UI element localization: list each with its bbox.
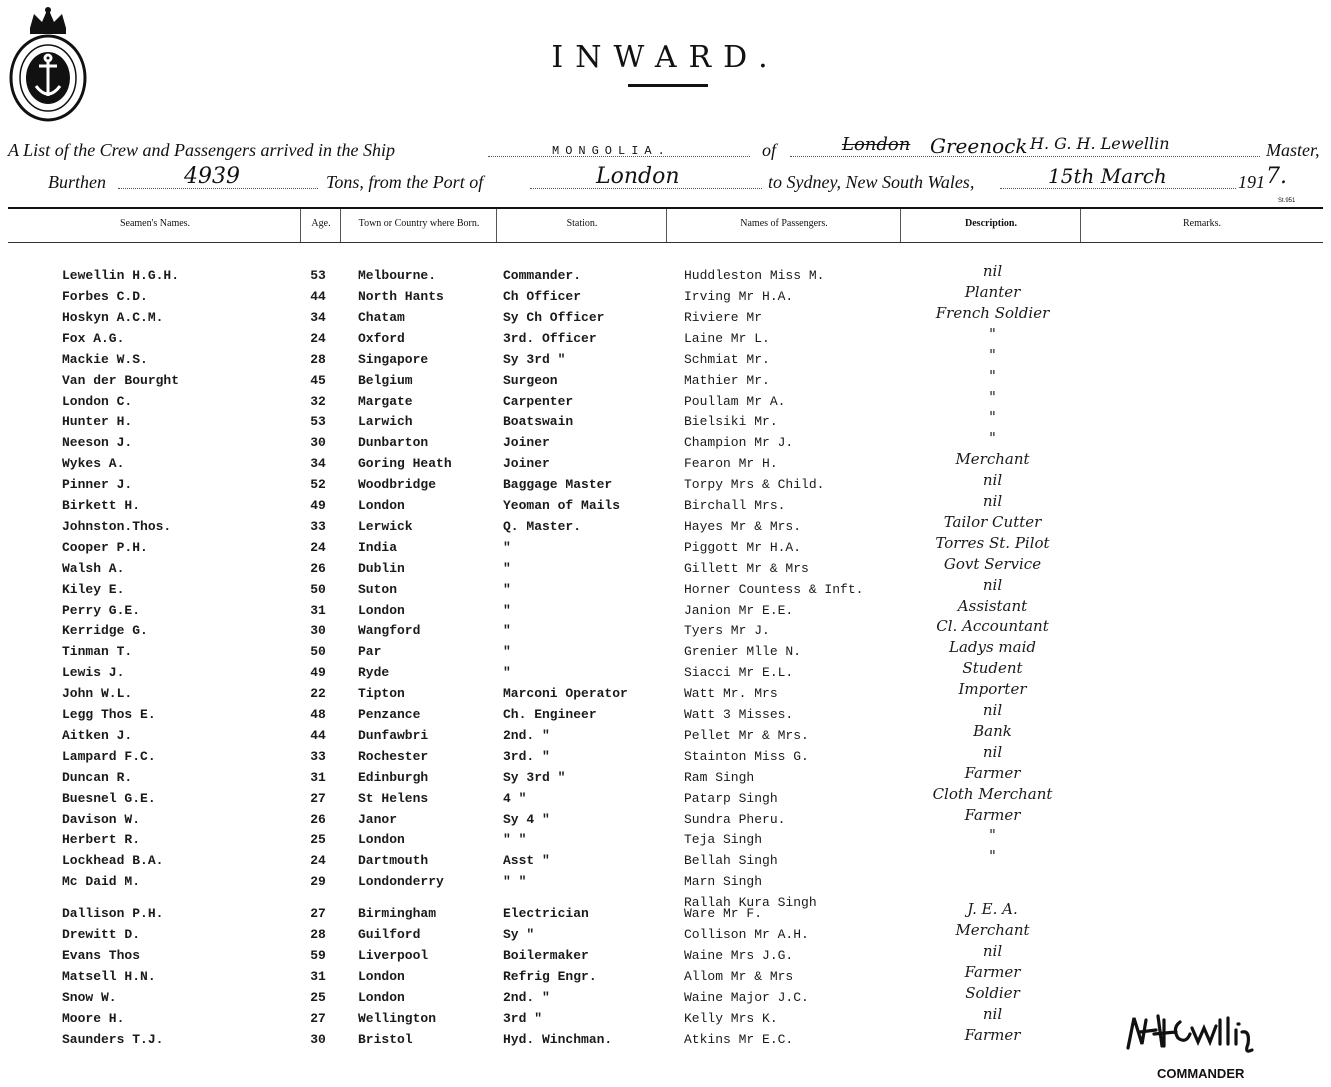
passenger-name: Riviere Mr (684, 309, 763, 325)
table-row (0, 596, 1331, 623)
seaman-station: Joiner (503, 456, 550, 472)
seaman-station: Ch Officer (503, 289, 582, 304)
seaman-birthplace: Woodbridge (358, 477, 437, 493)
passenger-description: Govt Service (943, 554, 1042, 573)
ship-name: MONGOLIA. (552, 144, 671, 158)
seaman-birthplace: Tipton (358, 686, 405, 702)
passenger-name: Irving Mr H.A. (684, 289, 794, 304)
seaman-name: Herbert R. (62, 832, 141, 848)
to-sydney-text: to Sydney, New South Wales, (768, 172, 975, 192)
seaman-age: 28 (310, 351, 326, 367)
from-port-value: London (596, 164, 680, 189)
seaman-birthplace: Edinburgh (358, 769, 429, 785)
passenger-description: nil (982, 1004, 1003, 1023)
seaman-birthplace: Belgium (358, 372, 413, 388)
header-of-text: of (762, 140, 777, 160)
seaman-birthplace: Wellington (358, 1010, 437, 1026)
passenger-name: Gillett Mr & Mrs (684, 560, 809, 576)
passenger-description: Farmer (964, 1025, 1021, 1044)
passenger-name: Waine Major J.C. (684, 989, 809, 1005)
passenger-name: Ram Singh (684, 769, 755, 785)
seaman-station: Baggage Master (503, 477, 613, 493)
seaman-name: London C. (62, 393, 133, 409)
seaman-name: Pinner J. (62, 477, 133, 493)
seaman-birthplace: Lerwick (358, 518, 413, 534)
seaman-age: 25 (310, 989, 326, 1005)
seaman-birthplace: London (358, 498, 405, 513)
seaman-age: 24 (310, 330, 326, 346)
seaman-station: " " (503, 832, 527, 848)
passenger-name: Janion Mr E.E. (684, 602, 794, 618)
passenger-name: Bielsiki Mr. (684, 414, 778, 430)
seaman-age: 26 (310, 811, 326, 827)
seaman-age: 53 (310, 268, 326, 283)
seaman-age: 50 (310, 644, 326, 660)
seaman-birthplace: Par (358, 644, 382, 660)
seaman-station: Hyd. Winchman. (503, 1031, 613, 1047)
seaman-birthplace: Melbourne. (358, 268, 437, 283)
seaman-age: 29 (310, 874, 326, 890)
passenger-name: Champion Mr J. (684, 435, 794, 451)
seaman-station: Ch. Engineer (503, 707, 597, 722)
col-remarks: Remarks. (1182, 218, 1222, 229)
seaman-birthplace: London (358, 989, 405, 1005)
table-row (0, 429, 1331, 455)
table-row (0, 742, 1331, 769)
seaman-birthplace: Ryde (358, 665, 390, 681)
table-row (0, 659, 1331, 685)
seaman-age: 34 (310, 309, 326, 325)
seaman-birthplace: London (358, 968, 405, 984)
seaman-name: Lockhead B.A. (62, 853, 164, 869)
seaman-birthplace: Chatam (358, 309, 405, 325)
seaman-name: Duncan R. (62, 769, 133, 785)
seaman-age: 24 (310, 539, 326, 555)
seaman-birthplace: North Hants (358, 289, 444, 304)
passenger-name: Atkins Mr E.C. (684, 1031, 794, 1047)
seaman-age: 44 (310, 727, 326, 743)
passenger-name: Torpy Mrs & Child. (684, 477, 825, 493)
passenger-description: Torres St. Pilot (935, 533, 1050, 552)
passenger-description: Importer (958, 680, 1027, 699)
passenger-name: Ware Mr F. (684, 906, 763, 922)
table-row (0, 366, 1331, 393)
seaman-name: Neeson J. (62, 435, 133, 451)
table-row (0, 554, 1331, 581)
seaman-name: Fox A.G. (62, 330, 125, 346)
seaman-name: Moore H. (62, 1010, 125, 1026)
title-underline (628, 84, 708, 87)
passenger-description: " (989, 366, 996, 385)
seaman-birthplace: Wangford (358, 623, 421, 639)
seaman-age: 26 (310, 560, 326, 576)
seaman-station: " (503, 665, 511, 681)
seaman-name: Walsh A. (62, 560, 125, 576)
seaman-age: 49 (310, 665, 326, 681)
passenger-name: Pellet Mr & Mrs. (684, 727, 809, 743)
passenger-name: Poullam Mr A. (684, 393, 786, 409)
table-row (0, 701, 1331, 727)
passenger-description: Soldier (965, 983, 1020, 1002)
table-row (0, 638, 1331, 664)
passenger-description: nil (982, 742, 1003, 761)
commander-signature (1120, 1008, 1260, 1058)
seaman-station: 2nd. " (503, 989, 550, 1005)
column-divider (1080, 209, 1081, 242)
seaman-station: Boatswain (503, 414, 574, 430)
seaman-station: " (503, 623, 511, 639)
seaman-name: Hunter H. (62, 414, 133, 430)
seaman-station: Asst " (503, 853, 550, 869)
seaman-birthplace: Dublin (358, 560, 405, 576)
passenger-name: Allom Mr & Mrs (684, 968, 794, 984)
year-prefix: 191 (1238, 172, 1265, 192)
burthen-label: Burthen (48, 172, 106, 192)
passenger-name: Huddleston Miss M. (684, 268, 825, 283)
seaman-station: Joiner (503, 435, 550, 451)
seaman-age: 27 (310, 906, 326, 922)
seaman-birthplace: Dunbarton (358, 435, 429, 451)
passenger-description: " (989, 847, 996, 866)
table-row (0, 874, 1331, 894)
seaman-birthplace: Liverpool (358, 947, 429, 963)
seaman-name: Aitken J. (62, 727, 133, 743)
passenger-description: nil (982, 575, 1003, 594)
seaman-name: Dallison P.H. (62, 906, 164, 922)
table-row (0, 962, 1331, 989)
seaman-age: 49 (310, 498, 326, 513)
seaman-station: Commander. (503, 268, 582, 283)
seaman-age: 30 (310, 435, 326, 451)
seaman-station: " (503, 602, 511, 618)
seaman-age: 45 (310, 372, 326, 388)
table-row (0, 387, 1331, 414)
seaman-age: 31 (310, 769, 326, 785)
seaman-station: 3rd. Officer (503, 330, 597, 346)
passenger-description: J. E. A. (967, 900, 1018, 919)
seaman-birthplace: St Helens (358, 790, 429, 806)
passenger-name: Schmiat Mr. (684, 351, 770, 367)
table-row (0, 983, 1331, 1010)
passenger-name: Siacci Mr E.L. (684, 665, 794, 681)
table-row (0, 826, 1331, 852)
table-row (0, 941, 1331, 968)
commander-label: COMMANDER (1157, 1066, 1245, 1081)
seaman-name: Snow W. (62, 989, 117, 1005)
seaman-birthplace: London (358, 602, 405, 618)
seaman-station: 3rd. " (503, 748, 550, 764)
seaman-station: " (503, 644, 511, 660)
passenger-description: nil (982, 941, 1003, 960)
passenger-description: Farmer (964, 763, 1021, 782)
col-town-born: Town or Country where Born. (358, 218, 480, 229)
seaman-station: Electrician (503, 906, 589, 922)
column-divider (340, 209, 341, 242)
seaman-station: Sy Ch Officer (503, 309, 605, 325)
passenger-description: Cloth Merchant (932, 784, 1053, 803)
passenger-description: Merchant (955, 921, 1030, 939)
seaman-birthplace: Oxford (358, 330, 405, 346)
passenger-description: nil (982, 701, 1003, 719)
passenger-name: Patarp Singh (684, 790, 778, 806)
seaman-name: Kiley E. (62, 581, 125, 597)
table-row (0, 617, 1331, 643)
passenger-description: nil (982, 492, 1003, 510)
passenger-description: " (989, 324, 996, 343)
seaman-age: 32 (310, 393, 326, 409)
seaman-name: Drewitt D. (62, 927, 141, 942)
seaman-name: Buesnel G.E. (62, 790, 156, 806)
passenger-description: Student (962, 659, 1023, 678)
seaman-birthplace: Dunfawbri (358, 727, 429, 743)
seaman-station: Carpenter (503, 393, 574, 409)
passenger-name: Mathier Mr. (684, 372, 770, 388)
seaman-name: Legg Thos E. (62, 707, 156, 722)
column-divider (900, 209, 901, 242)
seaman-station: 3rd " (503, 1010, 543, 1026)
passenger-name: Watt Mr. Mrs (684, 686, 778, 702)
passenger-name: Birchall Mrs. (684, 498, 786, 513)
seaman-name: Wykes A. (62, 456, 125, 472)
seaman-birthplace: Margate (358, 393, 413, 409)
table-row (0, 471, 1331, 497)
table-row (0, 533, 1331, 560)
passenger-name: Rallah Kura Singh (684, 895, 817, 911)
tonnage-value: 4939 (184, 164, 240, 189)
seaman-name: Hoskyn A.C.M. (62, 309, 164, 325)
seaman-age: 31 (310, 968, 326, 984)
seaman-name: Tinman T. (62, 644, 133, 660)
table-row (0, 324, 1331, 351)
column-divider (496, 209, 497, 242)
form-number: St.951 (1278, 198, 1296, 204)
passenger-name: Waine Mrs J.G. (684, 947, 794, 963)
seaman-station: " (503, 539, 511, 555)
table-row (0, 492, 1331, 518)
seaman-age: 25 (310, 832, 326, 848)
seaman-name: Mc Daid M. (62, 874, 141, 890)
seaman-birthplace: Londonderry (358, 874, 444, 890)
seaman-station: Marconi Operator (503, 686, 628, 702)
seaman-name: Davison W. (62, 811, 141, 827)
passenger-description: Farmer (964, 805, 1021, 824)
passenger-name: Watt 3 Misses. (684, 707, 794, 722)
seaman-name: Matsell H.N. (62, 968, 156, 984)
seaman-age: 31 (310, 602, 326, 618)
seaman-birthplace: London (358, 832, 405, 848)
passenger-name: Kelly Mrs K. (684, 1010, 778, 1026)
arrival-date: 15th March (1048, 164, 1167, 188)
table-row (0, 283, 1331, 309)
passenger-name: Collison Mr A.H. (684, 927, 809, 942)
seaman-name: Saunders T.J. (62, 1031, 164, 1047)
passenger-description: Bank (973, 721, 1012, 740)
seaman-age: 27 (310, 1010, 326, 1026)
seaman-age: 48 (310, 707, 326, 722)
seaman-name: Lewis J. (62, 665, 125, 681)
passenger-name: Grenier Mlle N. (684, 644, 802, 660)
passenger-description: " (989, 408, 996, 427)
seaman-age: 22 (310, 686, 326, 702)
seaman-birthplace: Bristol (358, 1031, 413, 1047)
header-intro-text: A List of the Crew and Passengers arrived in the Ship (8, 140, 395, 160)
seaman-birthplace: Guilford (358, 927, 421, 942)
seaman-station: Boilermaker (503, 947, 589, 963)
passenger-name: Horner Countess & Inft. (684, 581, 864, 597)
port-of-registry: Greenock (930, 134, 1028, 158)
seaman-name: Cooper P.H. (62, 539, 148, 555)
table-row (0, 784, 1331, 811)
passenger-name: Bellah Singh (684, 853, 778, 869)
seaman-name: Forbes C.D. (62, 289, 148, 304)
passenger-description: Ladys maid (948, 638, 1036, 657)
struck-port-text: London (842, 134, 911, 155)
table-row (0, 262, 1331, 288)
seaman-station: " " (503, 874, 527, 890)
seaman-age: 33 (310, 748, 326, 764)
seaman-birthplace: Penzance (358, 707, 421, 722)
year-suffix: 7. (1266, 164, 1287, 189)
seaman-age: 33 (310, 518, 326, 534)
seaman-name: Evans Thos (62, 947, 141, 963)
seaman-birthplace: Larwich (358, 414, 413, 430)
form-title: INWARD. (551, 40, 780, 75)
seaman-birthplace: India (358, 539, 398, 555)
seaman-age: 30 (310, 1031, 326, 1047)
passenger-description: Planter (964, 283, 1021, 301)
seaman-age: 53 (310, 414, 326, 430)
seaman-age: 34 (310, 456, 326, 472)
passenger-name: Laine Mr L. (684, 330, 770, 346)
seaman-station: " (503, 581, 511, 597)
table-row (0, 847, 1331, 873)
seaman-name: Van der Bourght (62, 372, 180, 388)
seaman-station: Sy 3rd " (503, 351, 566, 367)
seaman-birthplace: Suton (358, 581, 398, 597)
passenger-name: Piggott Mr H.A. (684, 539, 802, 555)
table-row (0, 721, 1331, 748)
master-name: H. G. H. Lewellin (1030, 134, 1170, 153)
passenger-description: Tailor Cutter (943, 512, 1042, 531)
seaman-station: Refrig Engr. (503, 968, 597, 984)
table-row (0, 805, 1331, 832)
seaman-age: 50 (310, 581, 326, 597)
seaman-birthplace: Dartmouth (358, 853, 429, 869)
seaman-station: Q. Master. (503, 518, 582, 534)
table-header-rule (8, 242, 1323, 243)
date-dotted-line (1000, 188, 1236, 189)
seaman-name: Perry G.E. (62, 602, 141, 618)
seaman-station: " (503, 560, 511, 576)
seaman-name: Mackie W.S. (62, 351, 148, 367)
passenger-description: Cl. Accountant (936, 617, 1049, 636)
seaman-birthplace: Rochester (358, 748, 429, 764)
master-label: Master, (1266, 140, 1320, 160)
seaman-name: Birkett H. (62, 498, 141, 513)
passenger-description: Farmer (964, 962, 1021, 981)
passenger-name: Teja Singh (684, 832, 763, 848)
seaman-station: 4 " (503, 790, 527, 806)
passenger-description: " (989, 345, 996, 364)
seaman-age: 30 (310, 623, 326, 639)
table-row (0, 450, 1331, 476)
passenger-description: Assistant (957, 596, 1028, 615)
seaman-age: 59 (310, 947, 326, 963)
passenger-name: Tyers Mr J. (684, 623, 770, 639)
seaman-station: Surgeon (503, 372, 558, 388)
seaman-birthplace: Birmingham (358, 906, 437, 922)
passenger-description: nil (982, 471, 1003, 490)
col-passenger-names: Names of Passengers. (740, 218, 828, 229)
seaman-age: 27 (310, 790, 326, 806)
table-row (0, 921, 1331, 947)
table-row (0, 408, 1331, 434)
col-station: Station. (566, 218, 598, 229)
passenger-description: nil (982, 262, 1003, 280)
tons-from-port-text: Tons, from the Port of (326, 172, 484, 192)
passenger-description: " (989, 826, 996, 845)
seaman-age: 24 (310, 853, 326, 869)
seaman-name: John W.L. (62, 686, 133, 702)
passenger-description: " (989, 387, 996, 406)
column-divider (666, 209, 667, 242)
seaman-name: Lampard F.C. (62, 748, 156, 764)
table-row (0, 575, 1331, 602)
seaman-age: 52 (310, 477, 326, 493)
passenger-name: Fearon Mr H. (684, 456, 778, 472)
col-seamen-names: Seamen's Names. (119, 218, 191, 229)
passenger-description: French Soldier (935, 303, 1050, 322)
passenger-name: Marn Singh (684, 874, 763, 890)
col-description: Description. (965, 218, 1017, 229)
seaman-age: 28 (310, 927, 326, 942)
passenger-description: Merchant (955, 450, 1030, 469)
table-row (0, 763, 1331, 790)
seaman-birthplace: Goring Heath (358, 456, 452, 472)
seaman-birthplace: Singapore (358, 351, 429, 367)
seaman-birthplace: Janor (358, 811, 398, 827)
table-row (0, 303, 1331, 330)
seaman-station: Yeoman of Mails (503, 498, 621, 513)
table-row (0, 680, 1331, 706)
table-row (0, 512, 1331, 539)
table-row (0, 345, 1331, 372)
seaman-station: 2nd. " (503, 727, 550, 743)
seaman-name: Kerridge G. (62, 623, 148, 639)
seaman-name: Lewellin H.G.H. (62, 268, 180, 283)
seaman-station: Sy " (503, 927, 535, 942)
seaman-station: Sy 4 " (503, 811, 550, 827)
seaman-age: 44 (310, 289, 326, 304)
seaman-station: Sy 3rd " (503, 769, 566, 785)
col-age: Age. (311, 218, 331, 229)
passenger-name: Stainton Miss G. (684, 748, 809, 764)
column-divider (300, 209, 301, 242)
passenger-description: " (989, 429, 996, 448)
seaman-name: Johnston.Thos. (62, 518, 172, 534)
passenger-name: Sundra Pheru. (684, 811, 786, 827)
passenger-name: Hayes Mr & Mrs. (684, 518, 802, 534)
